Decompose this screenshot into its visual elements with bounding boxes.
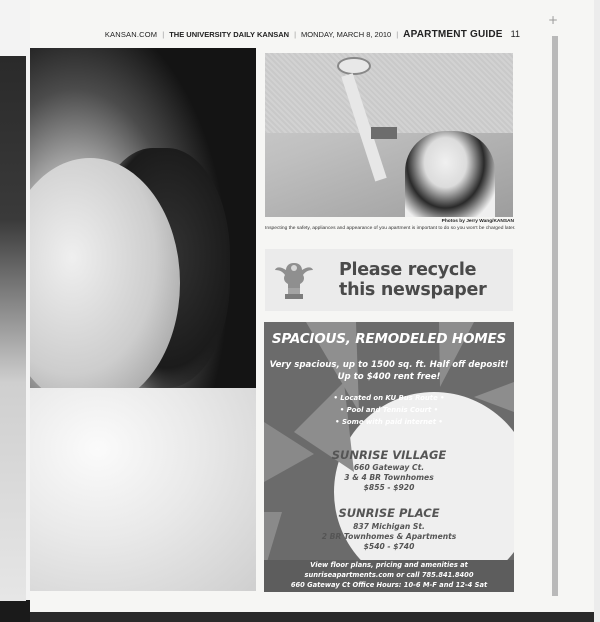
site-name[interactable]: KANSAN.COM [104,29,158,39]
ad-offer-line-1: Very spacious, up to 1500 sq. ft. Half off deposit! [269,360,509,370]
property-address: 837 Michigan St. [353,522,425,531]
property-name: SUNRISE VILLAGE [331,448,447,462]
header-separator: | [162,29,165,39]
issue-date: MONDAY, MARCH 8, 2010 [301,29,392,39]
photo-woman [405,131,495,217]
ad-feature: • Located on KU Bus Route • [333,394,445,402]
property-price: $540 - $740 [363,542,415,551]
recycle-text [323,260,486,300]
photo-vent [371,127,397,139]
photo-caption: Inspecting the safety, appliances and appearance of you apartment is important to do so you won't be charged later. [265,226,516,231]
ad-feature: • Pool and Tennis Court • [339,406,439,414]
previous-page-photo [0,56,26,601]
photo-ceiling [265,53,513,133]
page-edge [594,0,600,622]
ad-feature: • Some with paid internet • [335,418,443,426]
section-title: APARTMENT GUIDE [403,28,503,40]
property-units: 3 & 4 BR Townhomes [344,473,434,482]
ad-headline: SPACIOUS, REMODELED HOMES [271,331,507,347]
page-number: 11 [510,29,520,39]
registration-mark-icon: + [548,13,559,27]
previous-page-edge [0,0,30,600]
margin-bar [552,36,558,596]
recycle-notice [265,249,513,311]
ad-offer-line-2: Up to $400 rent free! [337,372,441,382]
eagle-icon [265,249,323,311]
photo-shirt [30,388,256,591]
ad-office-hours: 660 Gateway Ct Office Hours: 10-6 M-F and 12-4 Sat [290,581,488,589]
apartment-ad [264,322,514,592]
ad-footer-line: View floor plans, pricing and amenities at [310,561,468,569]
header-separator: | [396,29,399,39]
photo-credit: Photos by Jerry Wang/KANSAN [441,219,514,224]
property-price: $855 - $920 [363,483,415,492]
main-photo [30,48,256,591]
page-shadow [30,612,594,622]
inspection-photo [265,53,513,217]
property-name: SUNRISE PLACE [338,506,440,520]
ad-website[interactable]: sunriseapartments.com or call 785.841.8400 [304,571,474,579]
header-separator: | [294,29,297,39]
recycle-line-1: Please recycle [339,260,477,280]
page-header [104,27,520,41]
smoke-detector [337,57,371,75]
paper-name: THE UNIVERSITY DAILY KANSAN [169,29,290,39]
property-units: 2 BR Townhomes & Apartments [321,532,457,541]
property-address: 660 Gateway Ct. [353,463,425,472]
recycle-line-2: this newspaper [339,280,487,300]
